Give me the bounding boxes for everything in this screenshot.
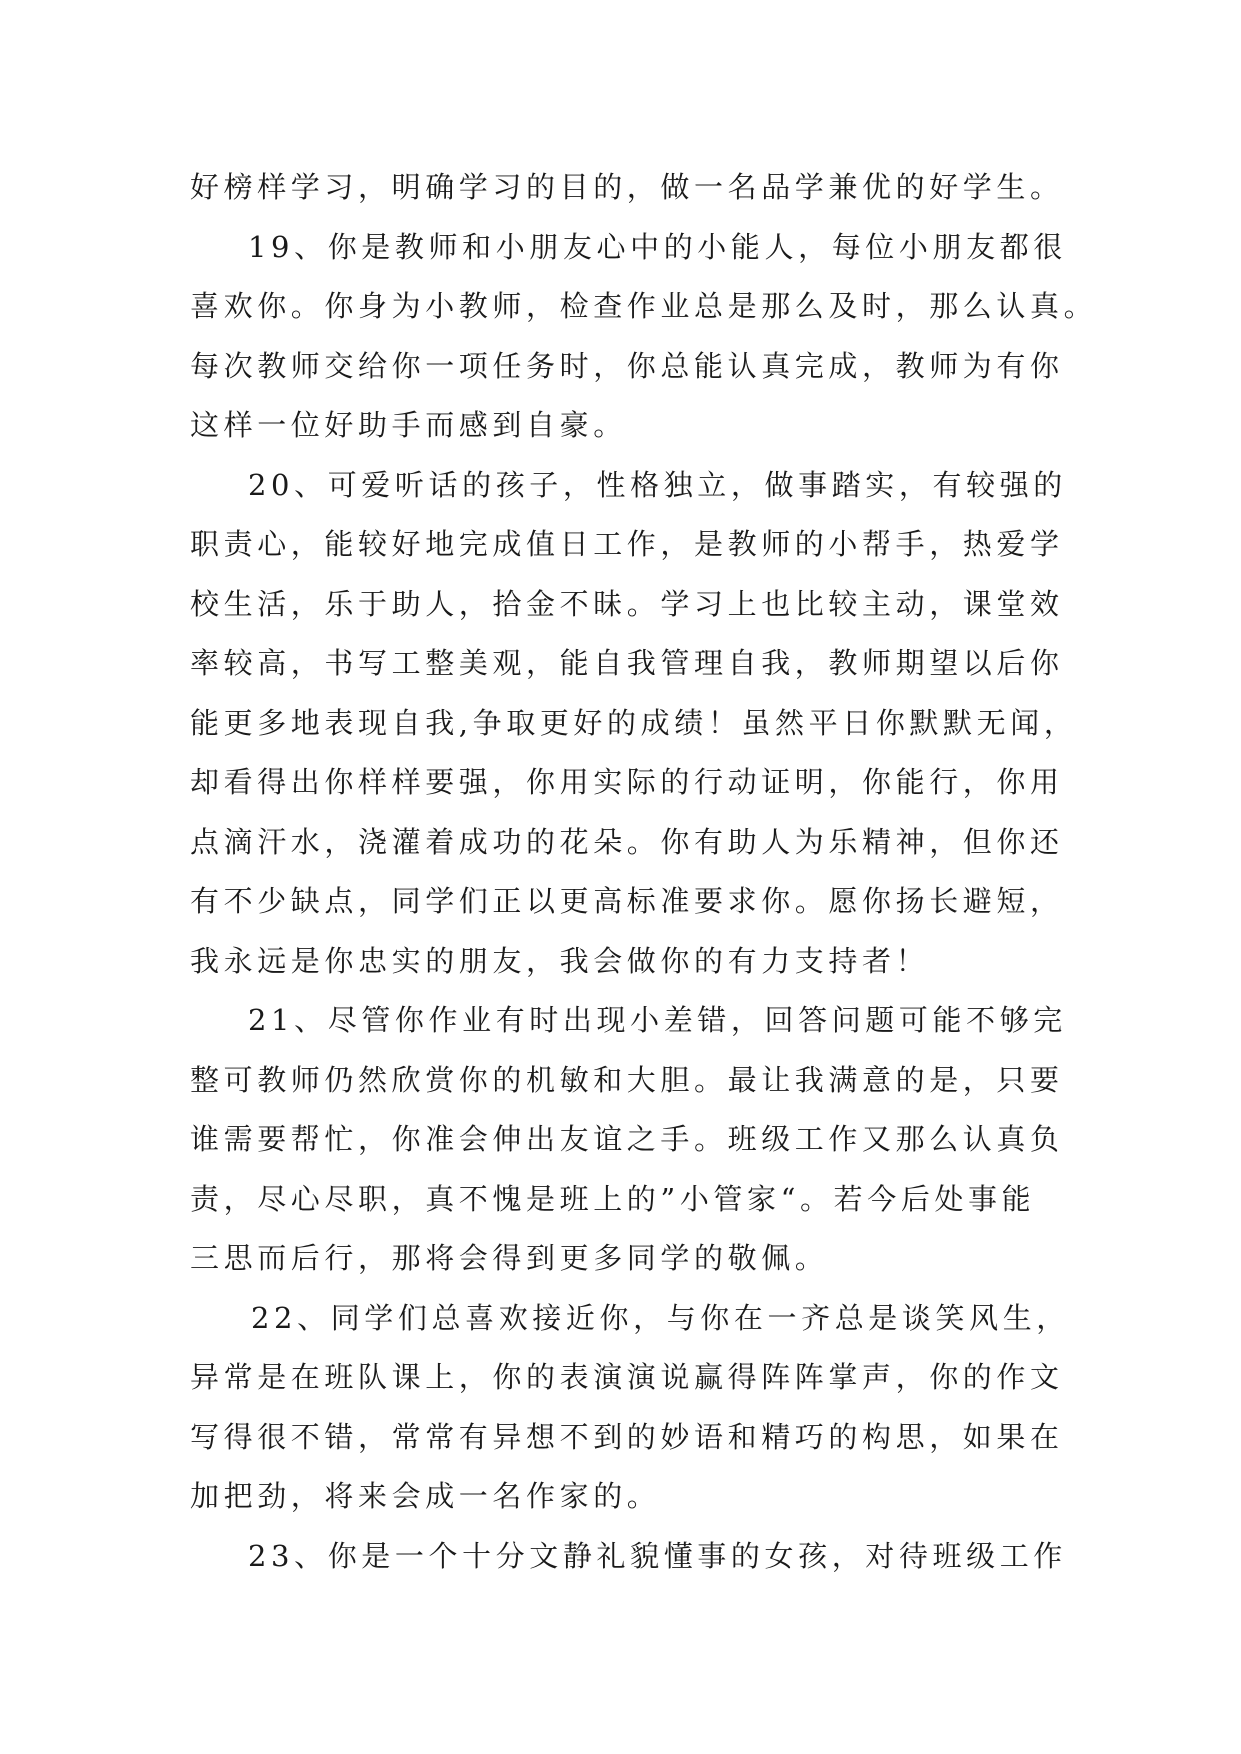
text-line: 我永远是你忠实的朋友，我会做你的有力支持者！ <box>190 943 930 978</box>
text-line: 异常是在班队课上，你的表演演说赢得阵阵掌声，你的作文 <box>190 1360 1064 1394</box>
text-line: 这样一位好助手而感到自豪。 <box>190 408 627 442</box>
text-line: 谁需要帮忙，你准会伸出友谊之手。班级工作又那么认真负 <box>190 1122 1064 1156</box>
text-line: 加把劲，将来会成一名作家的。 <box>190 1479 661 1513</box>
text-line: 有不少缺点，同学们正以更高标准要求你。愿你扬长避短， <box>190 884 1064 918</box>
paragraph-22-first-line: 22、同学们总喜欢接近你，与你在一齐总是谈笑风生， <box>251 1300 1070 1335</box>
paragraph-21-first-line: 21、尽管你作业有时出现小差错，回答问题可能不够完 <box>248 1003 1067 1037</box>
text-line: 点滴汗水，浇灌着成功的花朵。你有助人为乐精神，但你还 <box>190 824 1064 859</box>
paragraph-19-first-line: 19、你是教师和小朋友心中的小能人，每位小朋友都很 <box>248 229 1067 264</box>
text-line: 好榜样学习，明确学习的目的，做一名品学兼优的好学生。 <box>190 170 1064 204</box>
text-line: 却看得出你样样要强，你用实际的行动证明，你能行，你用 <box>190 765 1064 799</box>
text-line: 能更多地表现自我,争取更好的成绩！虽然平日你默默无闻， <box>190 705 1078 740</box>
text-line: 每次教师交给你一项任务时，你总能认真完成，教师为有你 <box>190 348 1064 383</box>
text-line: 职责心，能较好地完成值日工作，是教师的小帮手，热爱学 <box>190 527 1064 561</box>
text-line: 责，尽心尽职，真不愧是班上的”小管家“。若今后处事能 <box>190 1181 1036 1216</box>
text-line: 校生活，乐于助人，拾金不昧。学习上也比较主动，课堂效 <box>190 586 1064 621</box>
text-line: 整可教师仍然欣赏你的机敏和大胆。最让我满意的是，只要 <box>190 1062 1064 1097</box>
text-line: 率较高，书写工整美观，能自我管理自我，教师期望以后你 <box>190 646 1064 680</box>
paragraph-20-first-line: 20、可爱听话的孩子，性格独立，做事踏实，有较强的 <box>248 467 1067 502</box>
text-line: 喜欢你。你身为小教师，检查作业总是那么及时，那么认真。 <box>190 289 1098 323</box>
document-body <box>190 158 1098 1586</box>
text-line: 写得很不错，常常有异想不到的妙语和精巧的构思，如果在 <box>190 1419 1064 1454</box>
text-line: 三思而后行，那将会得到更多同学的敬佩。 <box>190 1241 829 1275</box>
paragraph-23-first-line: 23、你是一个十分文静礼貌懂事的女孩，对待班级工作 <box>248 1538 1067 1573</box>
